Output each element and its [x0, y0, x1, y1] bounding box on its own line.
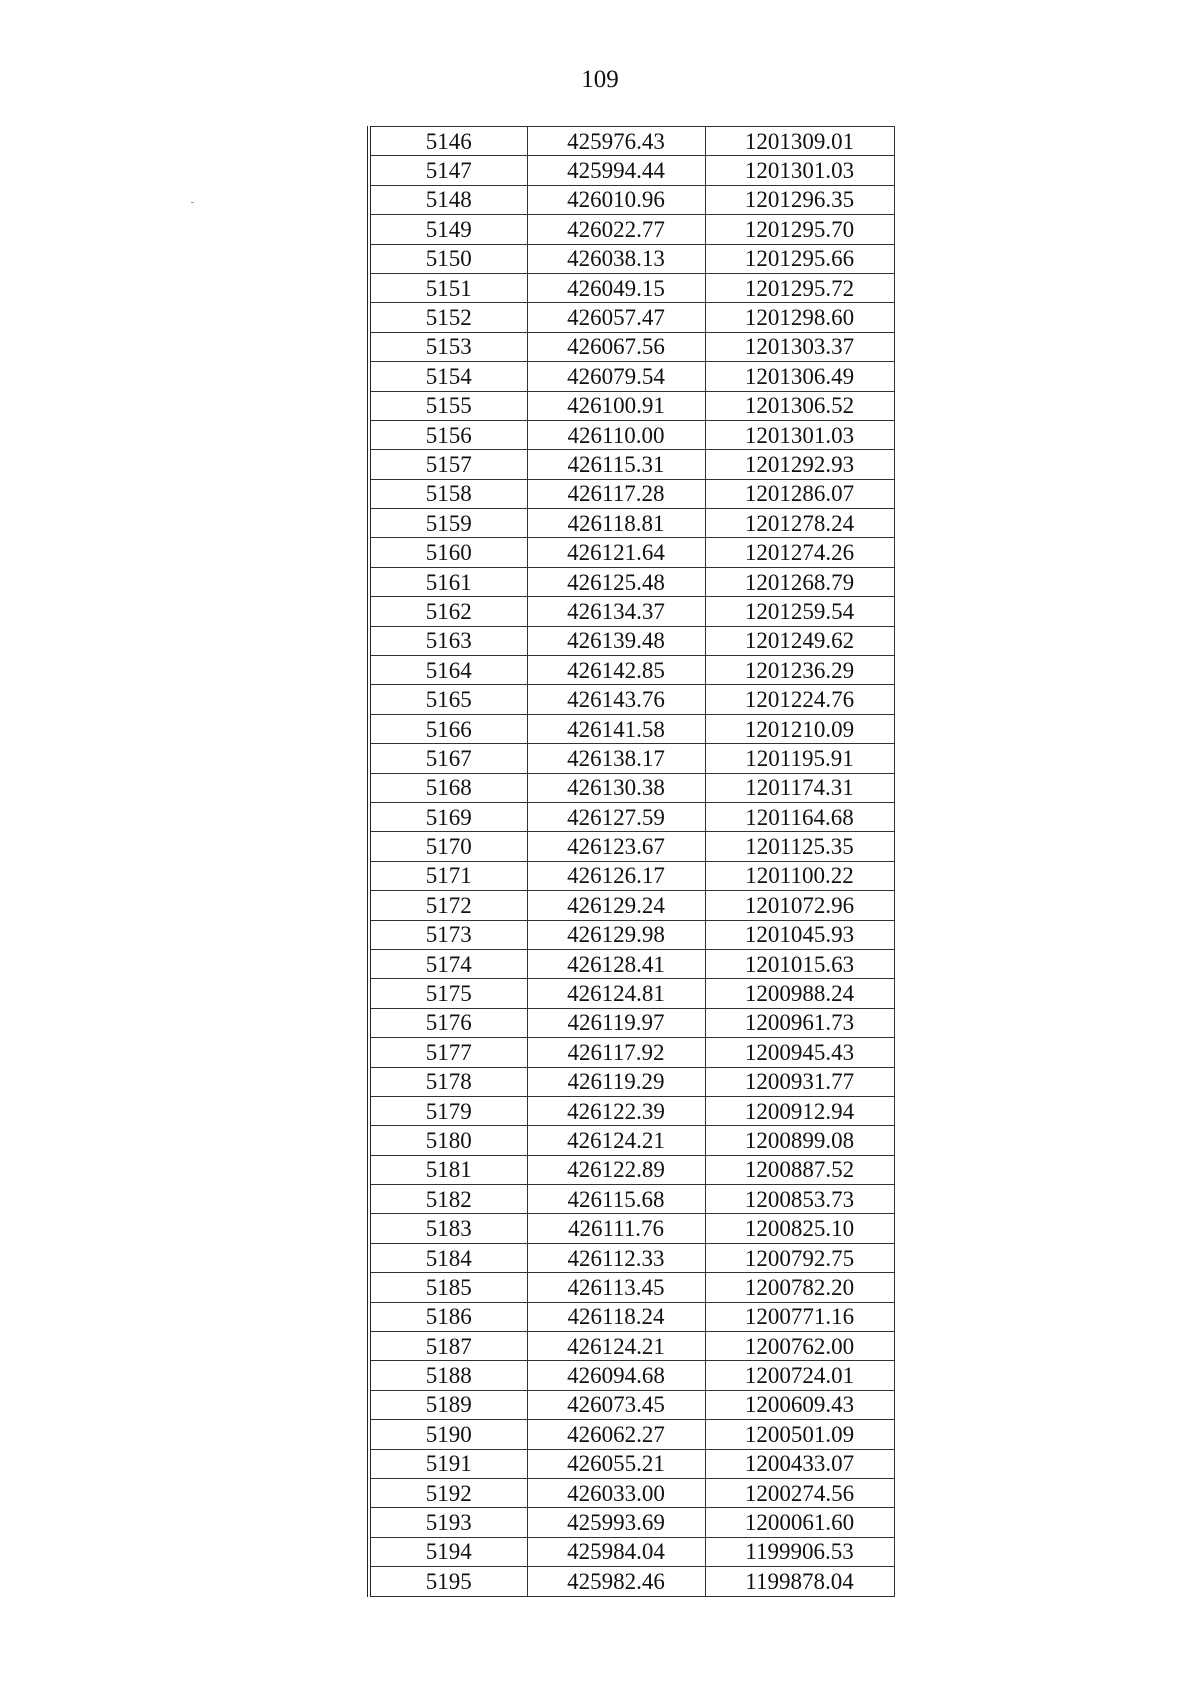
x-coordinate-cell: 426122.89 [527, 1155, 705, 1184]
y-coordinate-cell: 1200501.09 [705, 1420, 894, 1449]
y-coordinate-cell: 1200912.94 [705, 1096, 894, 1125]
table-row [369, 1508, 894, 1537]
y-coordinate-cell: 1201303.37 [705, 332, 894, 361]
y-coordinate-cell: 1201015.63 [705, 949, 894, 978]
x-coordinate-cell: 426129.98 [527, 920, 705, 949]
table-row [369, 509, 894, 538]
y-coordinate-cell: 1201174.31 [705, 773, 894, 802]
table-row [369, 362, 894, 391]
point-number-cell: 5158 [369, 479, 527, 508]
y-coordinate-cell: 1200825.10 [705, 1214, 894, 1243]
coordinates-table [367, 126, 895, 1597]
x-coordinate-cell: 425984.04 [527, 1537, 705, 1566]
y-coordinate-cell: 1200961.73 [705, 1008, 894, 1037]
y-coordinate-cell: 1200931.77 [705, 1067, 894, 1096]
table-row [369, 450, 894, 479]
y-coordinate-cell: 1201236.29 [705, 656, 894, 685]
point-number-cell: 5147 [369, 156, 527, 185]
x-coordinate-cell: 426124.21 [527, 1126, 705, 1155]
x-coordinate-cell: 426094.68 [527, 1361, 705, 1390]
x-coordinate-cell: 426100.91 [527, 391, 705, 420]
point-number-cell: 5177 [369, 1038, 527, 1067]
x-coordinate-cell: 426126.17 [527, 861, 705, 890]
x-coordinate-cell: 426067.56 [527, 332, 705, 361]
x-coordinate-cell: 426079.54 [527, 362, 705, 391]
y-coordinate-cell: 1201295.70 [705, 215, 894, 244]
table-row [369, 1449, 894, 1478]
y-coordinate-cell: 1200762.00 [705, 1332, 894, 1361]
table-row [369, 949, 894, 978]
point-number-cell: 5178 [369, 1067, 527, 1096]
y-coordinate-cell: 1201295.72 [705, 273, 894, 302]
x-coordinate-cell: 426117.28 [527, 479, 705, 508]
table-row [369, 626, 894, 655]
point-number-cell: 5179 [369, 1096, 527, 1125]
x-coordinate-cell: 426123.67 [527, 832, 705, 861]
table-row [369, 538, 894, 567]
point-number-cell: 5171 [369, 861, 527, 890]
x-coordinate-cell: 426118.81 [527, 509, 705, 538]
table-row [369, 1567, 894, 1596]
y-coordinate-cell: 1201100.22 [705, 861, 894, 890]
y-coordinate-cell: 1200887.52 [705, 1155, 894, 1184]
table-row [369, 1537, 894, 1566]
y-coordinate-cell: 1201072.96 [705, 891, 894, 920]
x-coordinate-cell: 426115.68 [527, 1185, 705, 1214]
page-number: 109 [581, 66, 619, 93]
y-coordinate-cell: 1201268.79 [705, 567, 894, 596]
table-row [369, 1390, 894, 1419]
x-coordinate-cell: 426022.77 [527, 215, 705, 244]
table-row [369, 185, 894, 214]
y-coordinate-cell: 1200945.43 [705, 1038, 894, 1067]
table-row [369, 273, 894, 302]
point-number-cell: 5165 [369, 685, 527, 714]
table-row [369, 1185, 894, 1214]
y-coordinate-cell: 1201301.03 [705, 156, 894, 185]
point-number-cell: 5162 [369, 597, 527, 626]
y-coordinate-cell: 1201301.03 [705, 420, 894, 449]
point-number-cell: 5172 [369, 891, 527, 920]
y-coordinate-cell: 1201295.66 [705, 244, 894, 273]
point-number-cell: 5195 [369, 1567, 527, 1596]
point-number-cell: 5174 [369, 949, 527, 978]
point-number-cell: 5173 [369, 920, 527, 949]
x-coordinate-cell: 426127.59 [527, 802, 705, 831]
point-number-cell: 5170 [369, 832, 527, 861]
y-coordinate-cell: 1201292.93 [705, 450, 894, 479]
table-row [369, 744, 894, 773]
table-row [369, 332, 894, 361]
x-coordinate-cell: 426062.27 [527, 1420, 705, 1449]
y-coordinate-cell: 1200771.16 [705, 1302, 894, 1331]
x-coordinate-cell: 426113.45 [527, 1273, 705, 1302]
y-coordinate-cell: 1200724.01 [705, 1361, 894, 1390]
table-row [369, 1155, 894, 1184]
point-number-cell: 5146 [369, 127, 527, 156]
y-coordinate-cell: 1200274.56 [705, 1478, 894, 1507]
point-number-cell: 5161 [369, 567, 527, 596]
x-coordinate-cell: 426057.47 [527, 303, 705, 332]
table-row [369, 714, 894, 743]
table-row [369, 391, 894, 420]
x-coordinate-cell: 426119.29 [527, 1067, 705, 1096]
point-number-cell: 5163 [369, 626, 527, 655]
point-number-cell: 5182 [369, 1185, 527, 1214]
table-row [369, 1214, 894, 1243]
table-row [369, 244, 894, 273]
y-coordinate-cell: 1201309.01 [705, 127, 894, 156]
point-number-cell: 5191 [369, 1449, 527, 1478]
y-coordinate-cell: 1200988.24 [705, 979, 894, 1008]
y-coordinate-cell: 1201278.24 [705, 509, 894, 538]
point-number-cell: 5184 [369, 1243, 527, 1272]
table-row [369, 1243, 894, 1272]
point-number-cell: 5181 [369, 1155, 527, 1184]
y-coordinate-cell: 1200609.43 [705, 1390, 894, 1419]
y-coordinate-cell: 1200899.08 [705, 1126, 894, 1155]
y-coordinate-cell: 1201296.35 [705, 185, 894, 214]
table-row [369, 127, 894, 156]
x-coordinate-cell: 426130.38 [527, 773, 705, 802]
x-coordinate-cell: 426119.97 [527, 1008, 705, 1037]
x-coordinate-cell: 425994.44 [527, 156, 705, 185]
x-coordinate-cell: 426049.15 [527, 273, 705, 302]
x-coordinate-cell: 426125.48 [527, 567, 705, 596]
y-coordinate-cell: 1201210.09 [705, 714, 894, 743]
point-number-cell: 5190 [369, 1420, 527, 1449]
x-coordinate-cell: 425982.46 [527, 1567, 705, 1596]
table-row [369, 1038, 894, 1067]
point-number-cell: 5157 [369, 450, 527, 479]
table-row [369, 1096, 894, 1125]
y-coordinate-cell: 1201249.62 [705, 626, 894, 655]
point-number-cell: 5186 [369, 1302, 527, 1331]
x-coordinate-cell: 426121.64 [527, 538, 705, 567]
point-number-cell: 5151 [369, 273, 527, 302]
x-coordinate-cell: 426111.76 [527, 1214, 705, 1243]
table-row [369, 1273, 894, 1302]
y-coordinate-cell: 1201224.76 [705, 685, 894, 714]
coordinates-table-body [369, 127, 894, 1597]
table-row [369, 1126, 894, 1155]
point-number-cell: 5154 [369, 362, 527, 391]
x-coordinate-cell: 426129.24 [527, 891, 705, 920]
y-coordinate-cell: 1201045.93 [705, 920, 894, 949]
point-number-cell: 5194 [369, 1537, 527, 1566]
y-coordinate-cell: 1200853.73 [705, 1185, 894, 1214]
table-row [369, 773, 894, 802]
point-number-cell: 5148 [369, 185, 527, 214]
x-coordinate-cell: 426143.76 [527, 685, 705, 714]
x-coordinate-cell: 426139.48 [527, 626, 705, 655]
x-coordinate-cell: 426128.41 [527, 949, 705, 978]
point-number-cell: 5185 [369, 1273, 527, 1302]
y-coordinate-cell: 1201195.91 [705, 744, 894, 773]
point-number-cell: 5180 [369, 1126, 527, 1155]
point-number-cell: 5152 [369, 303, 527, 332]
y-coordinate-cell: 1200433.07 [705, 1449, 894, 1478]
x-coordinate-cell: 425976.43 [527, 127, 705, 156]
x-coordinate-cell: 426010.96 [527, 185, 705, 214]
scan-speck [191, 202, 194, 203]
x-coordinate-cell: 426117.92 [527, 1038, 705, 1067]
point-number-cell: 5168 [369, 773, 527, 802]
x-coordinate-cell: 426033.00 [527, 1478, 705, 1507]
point-number-cell: 5175 [369, 979, 527, 1008]
x-coordinate-cell: 426124.21 [527, 1332, 705, 1361]
x-coordinate-cell: 426122.39 [527, 1096, 705, 1125]
table-row [369, 832, 894, 861]
point-number-cell: 5166 [369, 714, 527, 743]
point-number-cell: 5169 [369, 802, 527, 831]
table-row [369, 215, 894, 244]
y-coordinate-cell: 1201125.35 [705, 832, 894, 861]
point-number-cell: 5189 [369, 1390, 527, 1419]
point-number-cell: 5153 [369, 332, 527, 361]
table-row [369, 1361, 894, 1390]
y-coordinate-cell: 1199906.53 [705, 1537, 894, 1566]
point-number-cell: 5183 [369, 1214, 527, 1243]
table-row [369, 567, 894, 596]
point-number-cell: 5159 [369, 509, 527, 538]
table-row [369, 920, 894, 949]
y-coordinate-cell: 1201306.52 [705, 391, 894, 420]
y-coordinate-cell: 1201164.68 [705, 802, 894, 831]
y-coordinate-cell: 1201306.49 [705, 362, 894, 391]
x-coordinate-cell: 426138.17 [527, 744, 705, 773]
y-coordinate-cell: 1201274.26 [705, 538, 894, 567]
table-row [369, 1420, 894, 1449]
point-number-cell: 5149 [369, 215, 527, 244]
x-coordinate-cell: 426055.21 [527, 1449, 705, 1478]
table-row [369, 891, 894, 920]
point-number-cell: 5167 [369, 744, 527, 773]
y-coordinate-cell: 1201259.54 [705, 597, 894, 626]
table-row [369, 861, 894, 890]
table-row [369, 1067, 894, 1096]
x-coordinate-cell: 426112.33 [527, 1243, 705, 1272]
table-row [369, 656, 894, 685]
point-number-cell: 5164 [369, 656, 527, 685]
x-coordinate-cell: 426134.37 [527, 597, 705, 626]
point-number-cell: 5160 [369, 538, 527, 567]
x-coordinate-cell: 426118.24 [527, 1302, 705, 1331]
point-number-cell: 5156 [369, 420, 527, 449]
x-coordinate-cell: 426115.31 [527, 450, 705, 479]
point-number-cell: 5155 [369, 391, 527, 420]
y-coordinate-cell: 1201298.60 [705, 303, 894, 332]
y-coordinate-cell: 1199878.04 [705, 1567, 894, 1596]
x-coordinate-cell: 426110.00 [527, 420, 705, 449]
y-coordinate-cell: 1200782.20 [705, 1273, 894, 1302]
y-coordinate-cell: 1200061.60 [705, 1508, 894, 1537]
table-row [369, 420, 894, 449]
table-row [369, 685, 894, 714]
point-number-cell: 5150 [369, 244, 527, 273]
x-coordinate-cell: 426038.13 [527, 244, 705, 273]
y-coordinate-cell: 1200792.75 [705, 1243, 894, 1272]
x-coordinate-cell: 425993.69 [527, 1508, 705, 1537]
y-coordinate-cell: 1201286.07 [705, 479, 894, 508]
table-row [369, 303, 894, 332]
x-coordinate-cell: 426142.85 [527, 656, 705, 685]
table-row [369, 156, 894, 185]
point-number-cell: 5193 [369, 1508, 527, 1537]
point-number-cell: 5192 [369, 1478, 527, 1507]
point-number-cell: 5187 [369, 1332, 527, 1361]
table-row [369, 1008, 894, 1037]
table-row [369, 802, 894, 831]
point-number-cell: 5188 [369, 1361, 527, 1390]
table-row [369, 1332, 894, 1361]
table-row [369, 1478, 894, 1507]
point-number-cell: 5176 [369, 1008, 527, 1037]
x-coordinate-cell: 426073.45 [527, 1390, 705, 1419]
table-row [369, 479, 894, 508]
x-coordinate-cell: 426141.58 [527, 714, 705, 743]
table-row [369, 597, 894, 626]
x-coordinate-cell: 426124.81 [527, 979, 705, 1008]
table-row [369, 1302, 894, 1331]
table-row [369, 979, 894, 1008]
